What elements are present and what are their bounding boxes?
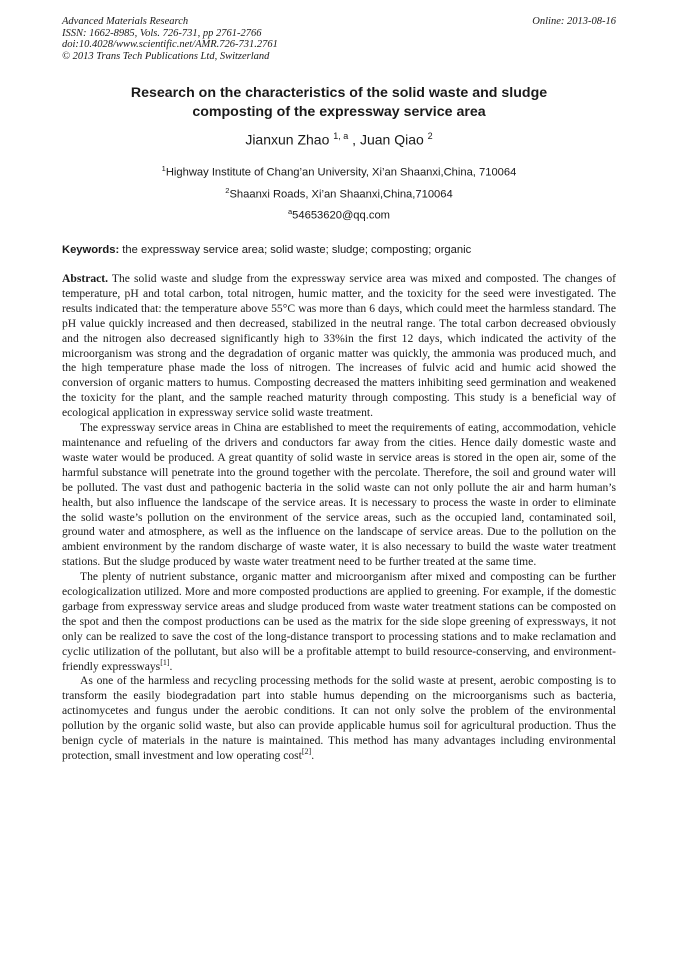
email-text: 54653620@qq.com: [292, 209, 390, 222]
email-mark: a: [288, 207, 293, 216]
citation-ref-1: [1]: [160, 657, 170, 667]
body-paragraph-2: [62, 570, 616, 674]
author-list: [62, 131, 616, 148]
abstract-text: The solid waste and sludge from the expressway service area was mixed and composted. The changes of temperature, pH and total carbon, total nitrogen, humic matter, and the toxicity for the seed were investigated. The results indicated that: the temperature above 55°C was more than 6 days, which could meet the harmless standard. The pH value quickly increased and then decreased, stabilized in the neutral range. The total carbon decreased obviously and the nitrogen also decreased significantly high to 33%in the first 12 days, which indicated the activity of the microorganism was strong and the degradation of organic matter was quickly, the ammonia was produced much, and the high temperature phase made the loss of nitrogen. The increases of fulvic acid and humic acid showed the conversion of organic matters to humus. Composting decreased the matters inhibiting seed germination and weakened the toxicity for the plant, and the sample reached maturity through composting. This study is a beneficial way of ecological application in expressway service solid waste treatment.: [62, 272, 616, 420]
body-paragraph-1: The expressway service areas in China are established to meet the requirements of eating, accommodation, vehicle maintenance and refueling of the drivers and conductors far away from the cities. Hence daily domestic waste and waste water would be produced. A great quantity of solid waste in service areas is stored in the open air, some of the harmful substance will penetrate into the ground together with the percolate. Therefore, the soil and ground water will be polluted. The vast dust and pathogenic bacteria in the solid waste can not only pollute the air and harm human’s health, but also influence the landscape of the service areas. It is necessary to process the waste in order to eliminate the solid waste’s pollution on the environment of the service areas, such as the occupied land, contaminated soil, ground water and atmosphere, as well as the influence on the landscape of service areas. Due to the pollution on the ambient environment by the random discharge of waste water, it is also necessary to build the waste water treatment stations. But the sludge produced by waste water treatment need to be further treated at the same time.: [62, 421, 616, 569]
author-separator: ,: [348, 131, 360, 148]
body-paragraph-2-text: The plenty of nutrient substance, organic matter and microorganism after mixed and composting can be further ecologicalization utilized. More and more composted productions are applied to greening. For example, if the domestic garbage from expressway service areas and sludge produced from waste water treatment stations can be composted on the spot and then the compost productions can be used as the matrix for the side slope greening of expressways, it not only can be realized to save the cost of the long-distance transport to processing stations and to make reclamation and cyclic utilization of the pollutant, but also will be a profitable attempt to build resource-conserving, and environment-friendly expressways: [62, 570, 616, 673]
affiliation-1-mark: 1: [161, 164, 166, 173]
title-line-1: Research on the characteristics of the solid waste and sludge: [130, 85, 548, 101]
paper-body: [62, 272, 616, 764]
author-2-name: Juan Qiao: [359, 131, 424, 148]
keywords-label: Keywords:: [62, 244, 120, 256]
affiliation-2-mark: 2: [225, 186, 230, 195]
issn-line: ISSN: 1662-8985, Vols. 726-731, pp 2761-2766: [62, 27, 262, 39]
affiliation-1-text: Highway Institute of Chang’an University, Xi’an Shaanxi,China, 710064: [165, 166, 517, 179]
author-email: [62, 207, 616, 222]
keywords-line: [62, 244, 616, 256]
affiliation-2-text: Shaanxi Roads, Xi’an Shaanxi,China,710064: [229, 188, 453, 201]
affiliation-1: [62, 164, 616, 179]
body-paragraph-3-end: .: [311, 749, 315, 762]
copyright-line: © 2013 Trans Tech Publications Ltd, Switzerland: [62, 50, 270, 62]
body-paragraph-3-text: As one of the harmless and recycling processing methods for the solid waste at present, aerobic composting is to transform the easily biodegradation part into stable humus depending on the microorganisms such as bacteria, actinomycetes and fungus under the aerobic conditions. It can not only solve the problem of the environmental pollution by the organic solid waste, but also can provide applicable humus soil for agricultural production. Thus the benign cycle of materials in the nature is maintained. This method has many advantages including environmental protection, small investment and low operating cost: [62, 674, 616, 762]
online-date: Online: 2013-08-16: [532, 16, 616, 27]
author-1-name: Jianxun Zhao: [245, 131, 330, 148]
title-line-2: composting of the expressway service area: [192, 104, 486, 120]
author-2-affiliation-mark: 2: [427, 131, 433, 141]
body-paragraph-2-end: .: [169, 659, 173, 673]
body-paragraph-3: [62, 674, 616, 763]
author-1-affiliation-mark: 1, a: [333, 131, 349, 141]
journal-header: [62, 16, 616, 62]
abstract-label: Abstract.: [62, 272, 109, 285]
paper-title: [62, 84, 616, 122]
citation-ref-2: [2]: [301, 747, 312, 757]
doi-line: doi:10.4028/www.scientific.net/AMR.726-731.2761: [62, 39, 278, 50]
abstract-paragraph: [62, 272, 616, 421]
affiliation-2: [62, 186, 616, 201]
journal-name: Advanced Materials Research: [62, 16, 189, 27]
keywords-text: the expressway service area; solid waste; sludge; composting; organic: [119, 244, 472, 256]
